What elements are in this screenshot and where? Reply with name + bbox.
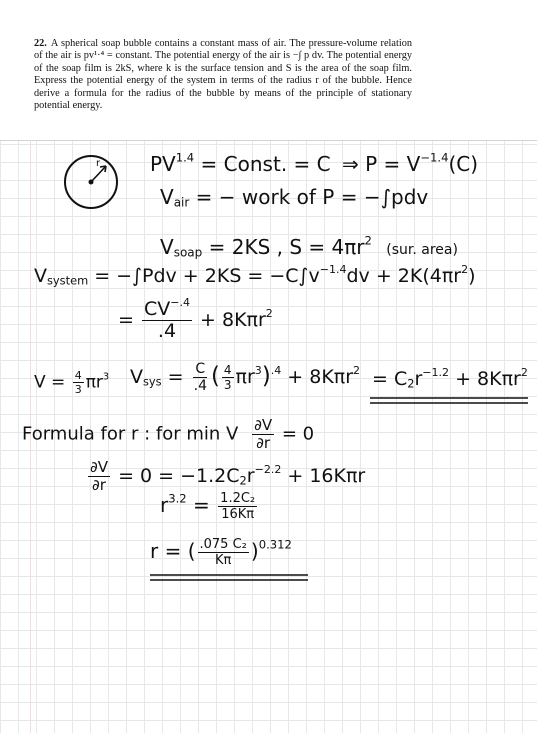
eq-derivative (86, 460, 365, 493)
svg-text:r: r (96, 158, 101, 169)
eq10-a: r = ( (150, 539, 196, 563)
eq6-den: .4 (193, 378, 207, 394)
eq4-v: V (34, 265, 47, 287)
eq8-c: + 16Kπr (281, 465, 366, 487)
eq7-frac (252, 418, 274, 451)
eq1-pv: PV (150, 152, 176, 176)
eq-pressure-volume (150, 152, 331, 176)
eq6-p3: ) (261, 363, 271, 389)
eq6-result: = C (372, 368, 408, 390)
eq6-left: V = (34, 372, 71, 393)
eq4-sub: system (47, 273, 89, 288)
eq8-a: = 0 = −1.2C (112, 465, 240, 487)
eq5-exp: 2 (265, 307, 273, 321)
eq-v-system (34, 265, 476, 287)
eq7-b: = 0 (276, 423, 315, 445)
eq4-a: = −∫Pdv + 2KS = −C∫v (88, 265, 320, 287)
eq6-left-frac (73, 370, 84, 395)
result-underline (368, 395, 530, 407)
eq8-b: r (246, 465, 255, 487)
eq8-num: ∂V (90, 458, 109, 476)
problem-number: 22. (34, 38, 47, 49)
problem-body: A spherical soap bubble contains a constant mass of air. The pressure-volume relation of the air is pv¹·⁴ = constant. The potential energy of the air is −∫ p dv. The potential energy of the soap film is 2kS, where k is the surface tension and S is the area of the soap film. Express the potential energy of the system in terms of the radius r of the bubble. Hence derive a formula for the radius of the bubble by means of the principle of stationary potential energy. (34, 38, 412, 112)
eq5-frac (142, 296, 192, 342)
eq3-sub: soap (173, 245, 203, 260)
eq7-num: ∂V (254, 416, 273, 434)
eq-volume-sphere (34, 370, 109, 395)
eq5-b: + 8Kπr (193, 309, 266, 331)
eq1-exp: 1.4 (175, 150, 195, 165)
eq6-inner-den: 3 (223, 378, 232, 392)
eq6-p1: ( (210, 363, 220, 389)
eq4-exp2: 2 (461, 263, 469, 277)
eq3-rest: = 2KS , S = 4πr (202, 235, 365, 259)
problem-text-block (34, 38, 412, 112)
eq9-b: = (186, 493, 217, 517)
eq6-p2: πr (235, 366, 255, 388)
eq9-den: 16Kπ (221, 507, 255, 522)
eq6-result-b: r (414, 368, 423, 390)
eq2-rest: = − work of P = −∫pdv (189, 185, 429, 209)
eq8-frac (88, 460, 110, 493)
eq6-inner-frac (222, 364, 234, 391)
eq6-left-den: 3 (74, 383, 82, 396)
eq3-note: (sur. area) (386, 242, 458, 258)
eq-formula-condition (22, 418, 314, 451)
eq8-den: ∂r (92, 476, 106, 494)
eq9-frac (218, 492, 257, 521)
eq-v-soap (160, 235, 458, 259)
eq2-v: V (160, 185, 174, 209)
eq10-exp: 0.312 (258, 537, 292, 552)
eq6-p2-exp: 3 (254, 364, 262, 378)
eq3-v: V (160, 235, 174, 259)
eq-v-air (160, 185, 428, 209)
eq9-num: 1.2C₂ (220, 491, 256, 506)
eq2-sub: air (173, 195, 190, 210)
eq10-den: Kπ (215, 553, 232, 568)
eq8-sub: 2 (239, 473, 247, 488)
eq-v-sys-result (372, 368, 528, 390)
eq6-result-exp: −1.2 (422, 366, 450, 380)
eq6-result-exp2: 2 (520, 366, 528, 380)
eq-pressure-solved (342, 152, 478, 176)
eq6-result-c: + 8Kπr (449, 368, 521, 390)
eq10-num: .075 C₂ (199, 537, 247, 552)
eq4-b: dv + 2K(4πr (346, 265, 462, 287)
eq6-result-sub: 2 (407, 376, 415, 391)
eq7-a: Formula for r : for min V (22, 423, 239, 445)
eq1-p-tail: (C) (448, 152, 479, 176)
eq-v-system-integrated (118, 296, 273, 342)
eq6-frac (192, 362, 209, 393)
eq7-den: ∂r (256, 434, 271, 452)
eq10-b: ) (250, 539, 259, 563)
eq5-a: = (118, 309, 140, 331)
final-underline (148, 572, 310, 584)
eq6-left-exp: 3 (102, 371, 110, 383)
bubble-sketch (58, 150, 128, 215)
eq6-p4: + 8Kπr (281, 366, 354, 388)
eq-final-radius (150, 538, 292, 567)
eq5-num: CV (143, 298, 171, 320)
eq6-sub: sys (143, 374, 162, 389)
eq-r-power (160, 492, 259, 521)
eq1-p-exp: −1.4 (420, 150, 449, 165)
eq6-p4-exp: 2 (353, 364, 361, 378)
eq1-mid: = Const. = C (194, 152, 331, 176)
eq10-frac (198, 538, 249, 567)
eq1-arrow: ⇒ (342, 152, 359, 176)
eq3-exp: 2 (364, 233, 372, 248)
eq5-num-exp: −.4 (170, 296, 190, 310)
eq6-p3-exp: .4 (270, 364, 282, 378)
eq-v-sys-radius (130, 362, 360, 393)
eq6-left-num: 4 (74, 369, 82, 382)
eq4-exp1: −1.4 (319, 263, 347, 277)
eq1-p: P = V (365, 152, 421, 176)
eq6-num: C (195, 361, 206, 377)
eq8-exp: −2.2 (254, 463, 282, 477)
eq9-a: r (160, 493, 169, 517)
eq4-c: ) (468, 265, 476, 287)
eq5-den: .4 (157, 320, 177, 342)
eq6-inner-num: 4 (223, 363, 232, 377)
problem-statement (0, 0, 537, 141)
eq6-eq: = (161, 366, 190, 388)
eq6-v: V (130, 366, 143, 388)
eq6-left-b: πr (85, 372, 103, 393)
eq9-exp: 3.2 (168, 491, 187, 506)
